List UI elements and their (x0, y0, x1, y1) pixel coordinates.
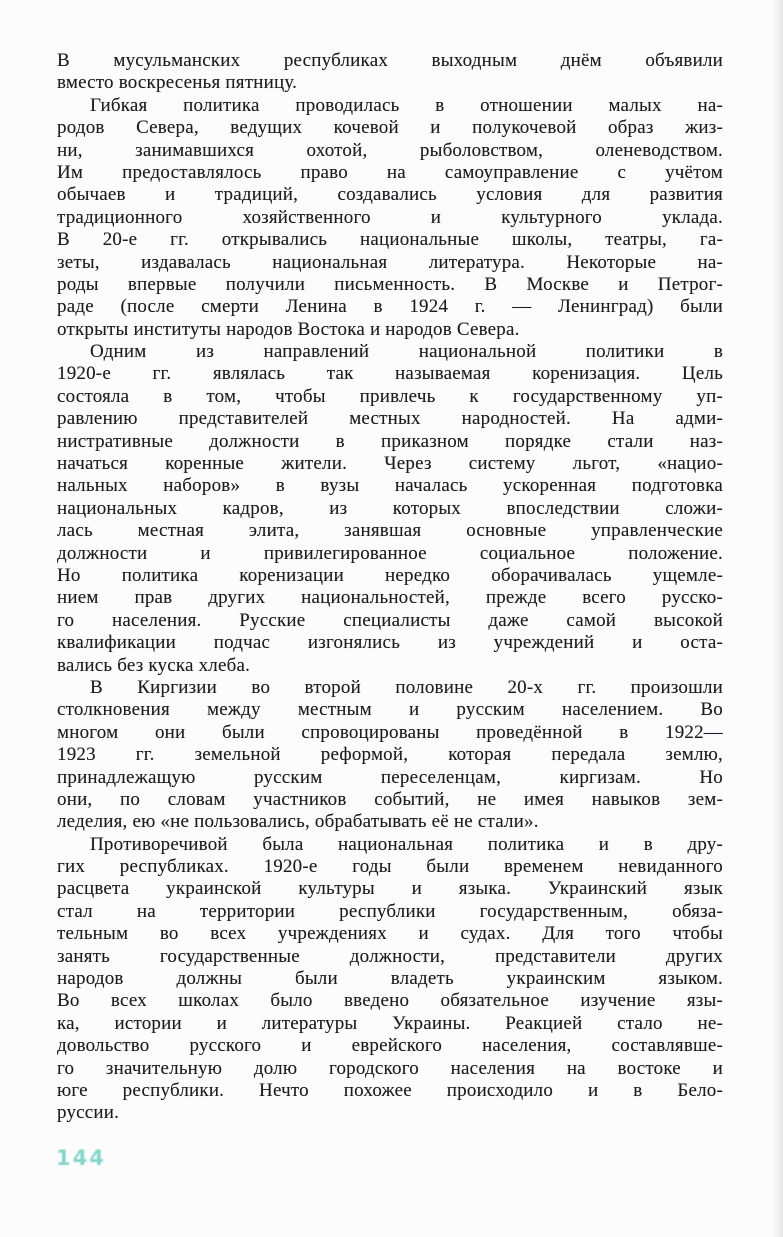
text-line: Во всех школах было введено обязательное изучение язы- (57, 990, 723, 1012)
paragraph (57, 95, 723, 341)
text-line: равлению представителей местных народностей. На адми- (57, 408, 723, 430)
text-line: начаться коренные жители. Через систему льгот, «нацио- (57, 453, 723, 475)
text-line: родов Севера, ведущих кочевой и полукочевой образ жиз- (57, 117, 723, 139)
text-line: нальных наборов» в вузы началась ускоренная подготовка (57, 475, 723, 497)
text-line: Но политика коренизации нередко оборачивалась ущемле- (57, 564, 723, 586)
text-line: открыты институты народов Востока и народов Севера. (57, 318, 520, 340)
text-line: роды впервые получили письменность. В Москве и Петрог- (57, 273, 723, 295)
text-line: занять государственные должности, представители других (57, 945, 723, 967)
text-line: стал на территории республики государственным, обяза- (57, 900, 723, 922)
paragraph (57, 834, 723, 1125)
text-line: Одним из направлений национальной политики в (90, 341, 723, 363)
text-block (57, 50, 723, 1125)
text-line: Противоречивой была национальная политика и в дру- (90, 833, 723, 855)
page-number: 144 (56, 1146, 106, 1170)
text-line: тельным во всех учреждениях и судах. Для того чтобы (57, 923, 723, 945)
text-line: В Киргизии во второй половине 20-х гг. произошли (90, 676, 723, 698)
scan-edge-shadow (771, 0, 783, 1237)
text-line: нистративные должности в приказном порядке стали наз- (57, 430, 723, 452)
text-line: нием прав других национальностей, прежде всего русско- (57, 587, 723, 609)
text-line: вались без куска хлеба. (57, 654, 251, 676)
text-line: зеты, издавалась национальная литература. Некоторые на- (57, 251, 723, 273)
text-line: довольство русского и еврейского населения, составлявше- (57, 1035, 723, 1057)
text-line: го населения. Русские специалисты даже самой высокой (57, 609, 723, 631)
text-line: традиционного хозяйственного и культурного уклада. (57, 206, 723, 228)
text-line: народов должны были владеть украинским языком. (57, 968, 723, 990)
text-line: В 20-е гг. открывались национальные школы, театры, га- (57, 229, 723, 251)
text-line: ка, истории и литературы Украины. Реакцией стало не- (57, 1012, 723, 1034)
text-line: гих республиках. 1920-е годы были временем невиданного (57, 856, 723, 878)
text-line: Им предоставлялось право на самоуправление с учётом (57, 161, 723, 183)
text-line: национальных кадров, из которых впоследствии сложи- (57, 497, 723, 519)
paragraph (57, 50, 723, 95)
paragraph (57, 677, 723, 834)
text-line: расцвета украинской культуры и языка. Украинский язык (57, 878, 723, 900)
text-line: леделия, ею «не пользовались, обрабатывать её не стали». (57, 811, 539, 833)
text-line: ни, занимавшихся охотой, рыболовством, оленеводством. (57, 139, 723, 161)
text-line: столкновения между местным и русским населением. Во (57, 699, 723, 721)
text-line: состояла в том, чтобы привлечь к государственному уп- (57, 385, 723, 407)
text-line: В мусульманских республиках выходным днём объявили (57, 50, 723, 71)
text-line: квалификации подчас изгонялись из учреждений и оста- (57, 632, 723, 654)
text-line: лась местная элита, занявшая основные управленческие (57, 520, 723, 542)
text-line: раде (после смерти Ленина в 1924 г. — Ленинград) были (57, 296, 723, 318)
text-line: они, по словам участников событий, не имея навыков зем- (57, 788, 723, 810)
paragraph (57, 341, 723, 677)
text-line: обычаев и традиций, создавались условия для развития (57, 184, 723, 206)
text-line: юге республики. Нечто похожее происходило и в Бело- (57, 1079, 723, 1101)
text-line: должности и привилегированное социальное положение. (57, 542, 723, 564)
text-line: вместо воскресенья пятницу. (57, 72, 298, 94)
text-line: многом они были спровоцированы проведённой в 1922— (57, 721, 723, 743)
text-line: го значительную долю городского населения на востоке и (57, 1057, 723, 1079)
text-line: принадлежащую русским переселенцам, киргизам. Но (57, 766, 723, 788)
text-line: Гибкая политика проводилась в отношении малых на- (90, 94, 723, 116)
text-line: руссии. (57, 1102, 120, 1124)
text-line: 1923 гг. земельной реформой, которая передала землю, (57, 744, 723, 766)
text-line: 1920-е гг. являлась так называемая коренизация. Цель (57, 363, 723, 385)
